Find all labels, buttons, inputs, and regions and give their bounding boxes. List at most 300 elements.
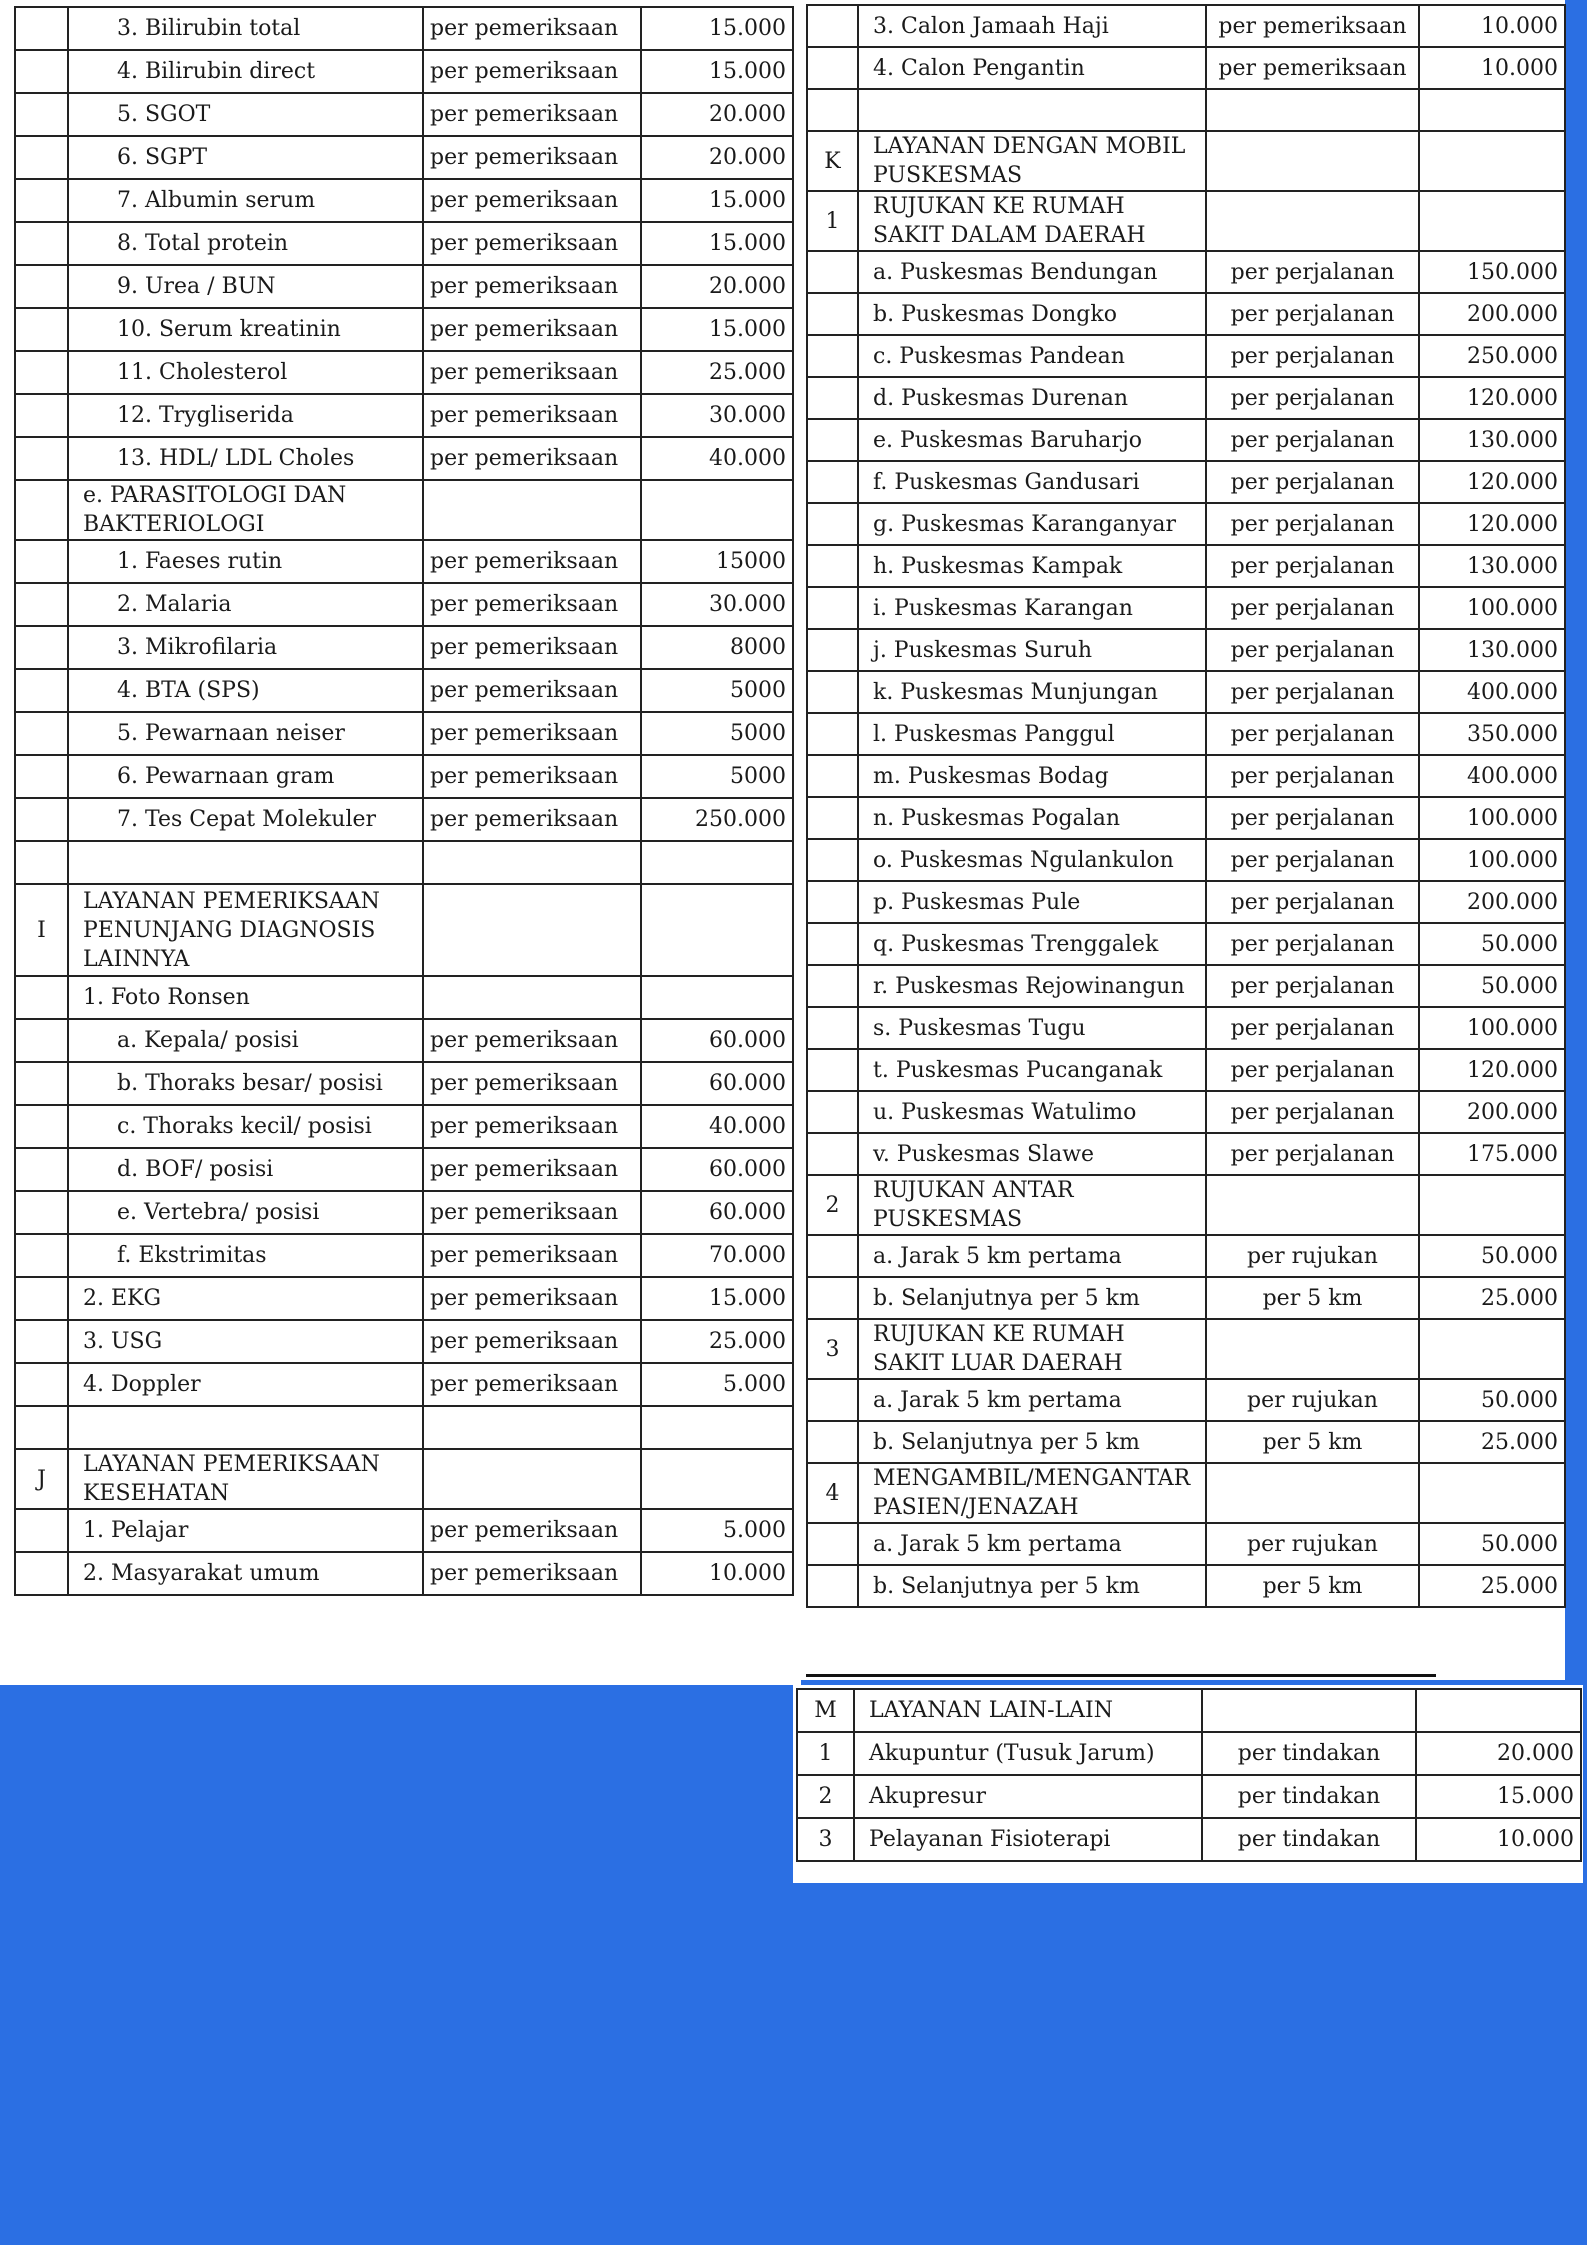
service-name: RUJUKAN KE RUMAH SAKIT DALAM DAERAH: [858, 191, 1206, 251]
price-value: 30.000: [641, 394, 793, 437]
tariff-table-right: [806, 4, 1566, 1608]
table-row: [807, 5, 1565, 47]
unit-label: per pemeriksaan: [423, 669, 641, 712]
table-row: [807, 839, 1565, 881]
unit-label: per pemeriksaan: [423, 1320, 641, 1363]
service-name: 7. Albumin serum: [68, 179, 423, 222]
row-index: [15, 712, 68, 755]
unit-label: per pemeriksaan: [423, 7, 641, 50]
row-index: [807, 881, 858, 923]
table-row: [15, 136, 793, 179]
table-row: [807, 293, 1565, 335]
row-index: [807, 377, 858, 419]
row-index: [15, 1363, 68, 1406]
unit-label: per pemeriksaan: [423, 308, 641, 351]
table-row: [15, 1277, 793, 1320]
service-name: 9. Urea / BUN: [68, 265, 423, 308]
unit-label: per perjalanan: [1206, 797, 1419, 839]
section-header-row: [807, 131, 1565, 191]
service-name: t. Puskesmas Pucanganak: [858, 1049, 1206, 1091]
unit-label: per pemeriksaan: [423, 1105, 641, 1148]
row-index: [807, 335, 858, 377]
unit-label: per pemeriksaan: [423, 136, 641, 179]
price-value: [1419, 131, 1565, 191]
price-value: [641, 1449, 793, 1509]
price-value: 400.000: [1419, 755, 1565, 797]
price-value: 60.000: [641, 1191, 793, 1234]
unit-label: per perjalanan: [1206, 713, 1419, 755]
row-index: [15, 308, 68, 351]
price-value: 30.000: [641, 583, 793, 626]
service-name: 4. Doppler: [68, 1363, 423, 1406]
unit-label: [423, 884, 641, 976]
table-row: [15, 437, 793, 480]
tariff-table-left: [14, 6, 794, 1596]
service-name: Akupuntur (Tusuk Jarum): [854, 1732, 1202, 1775]
row-index: [807, 1277, 858, 1319]
price-value: 25.000: [1419, 1421, 1565, 1463]
price-value: 100.000: [1419, 1007, 1565, 1049]
price-value: 5000: [641, 755, 793, 798]
service-name: v. Puskesmas Slawe: [858, 1133, 1206, 1175]
row-index: [15, 583, 68, 626]
row-index: [807, 965, 858, 1007]
scan-artifact-line: [806, 1674, 1436, 1681]
row-index: [15, 136, 68, 179]
unit-label: per perjalanan: [1206, 419, 1419, 461]
row-index: [15, 394, 68, 437]
table-row: [807, 47, 1565, 89]
unit-label: per pemeriksaan: [423, 394, 641, 437]
price-value: 120.000: [1419, 461, 1565, 503]
row-index: [807, 587, 858, 629]
service-name: a. Puskesmas Bendungan: [858, 251, 1206, 293]
row-index: [807, 1049, 858, 1091]
table-row: [15, 712, 793, 755]
row-index: [15, 93, 68, 136]
unit-label: per tindakan: [1202, 1818, 1416, 1861]
service-name: b. Selanjutnya per 5 km: [858, 1565, 1206, 1607]
table-row: [807, 1133, 1565, 1175]
unit-label: per perjalanan: [1206, 839, 1419, 881]
service-name: 11. Cholesterol: [68, 351, 423, 394]
service-name: 2. Masyarakat umum: [68, 1552, 423, 1595]
table-row: [807, 671, 1565, 713]
price-value: 10.000: [641, 1552, 793, 1595]
price-value: 40.000: [641, 1105, 793, 1148]
table-row: [15, 798, 793, 841]
price-value: 250.000: [1419, 335, 1565, 377]
row-index: [15, 798, 68, 841]
row-index: [15, 480, 68, 540]
unit-label: per pemeriksaan: [423, 1552, 641, 1595]
unit-label: per rujukan: [1206, 1235, 1419, 1277]
blank-row: [15, 841, 793, 884]
table-row: [807, 587, 1565, 629]
service-name: 3. Bilirubin total: [68, 7, 423, 50]
table-row: [15, 50, 793, 93]
table-row: [797, 1818, 1581, 1861]
service-name: 3. Calon Jamaah Haji: [858, 5, 1206, 47]
service-name: 4. BTA (SPS): [68, 669, 423, 712]
row-index: [807, 1133, 858, 1175]
service-name: MENGAMBIL/MENGANTAR PASIEN/JENAZAH: [858, 1463, 1206, 1523]
service-name: 5. SGOT: [68, 93, 423, 136]
table-row: [797, 1732, 1581, 1775]
price-value: 250.000: [641, 798, 793, 841]
row-index: 1: [807, 191, 858, 251]
service-name: d. Puskesmas Durenan: [858, 377, 1206, 419]
row-index: 3: [797, 1818, 854, 1861]
service-name: [68, 841, 423, 884]
unit-label: per perjalanan: [1206, 1091, 1419, 1133]
row-index: M: [797, 1689, 854, 1732]
section-header-row: [807, 1175, 1565, 1235]
table-row: [807, 1565, 1565, 1607]
table-row: [807, 377, 1565, 419]
unit-label: per pemeriksaan: [423, 93, 641, 136]
unit-label: [423, 1406, 641, 1449]
price-value: [641, 884, 793, 976]
price-value: 60.000: [641, 1019, 793, 1062]
section-header-row: [15, 884, 793, 976]
price-value: 15.000: [641, 50, 793, 93]
price-value: [1419, 89, 1565, 131]
table-row: [807, 881, 1565, 923]
service-name: e. Puskesmas Baruharjo: [858, 419, 1206, 461]
row-index: [807, 251, 858, 293]
unit-label: per pemeriksaan: [423, 1234, 641, 1277]
row-index: [807, 671, 858, 713]
price-value: [1419, 1319, 1565, 1379]
unit-label: per perjalanan: [1206, 251, 1419, 293]
table-row: [807, 1421, 1565, 1463]
service-name: i. Puskesmas Karangan: [858, 587, 1206, 629]
row-index: K: [807, 131, 858, 191]
unit-label: per perjalanan: [1206, 671, 1419, 713]
row-index: [807, 1007, 858, 1049]
service-name: 1. Foto Ronsen: [68, 976, 423, 1019]
unit-label: per pemeriksaan: [423, 583, 641, 626]
unit-label: per pemeriksaan: [423, 540, 641, 583]
table-row: [15, 583, 793, 626]
service-name: c. Puskesmas Pandean: [858, 335, 1206, 377]
row-index: [807, 89, 858, 131]
price-value: 5000: [641, 669, 793, 712]
unit-label: [1206, 1175, 1419, 1235]
table-row: [15, 976, 793, 1019]
table-row: [807, 545, 1565, 587]
unit-label: [1206, 1463, 1419, 1523]
price-value: 50.000: [1419, 1523, 1565, 1565]
section-header-row: [15, 480, 793, 540]
row-index: [15, 1062, 68, 1105]
row-index: [15, 50, 68, 93]
price-value: 20.000: [641, 93, 793, 136]
row-index: [15, 1320, 68, 1363]
row-index: [15, 7, 68, 50]
row-index: [807, 797, 858, 839]
table-row: [807, 335, 1565, 377]
price-value: 130.000: [1419, 545, 1565, 587]
price-value: 50.000: [1419, 965, 1565, 1007]
row-index: [15, 179, 68, 222]
table-row: [15, 1148, 793, 1191]
price-value: 15.000: [641, 179, 793, 222]
price-value: 130.000: [1419, 419, 1565, 461]
price-value: 25.000: [1419, 1565, 1565, 1607]
price-value: 10.000: [1419, 47, 1565, 89]
table-row: [15, 351, 793, 394]
price-value: 50.000: [1419, 1235, 1565, 1277]
service-name: b. Selanjutnya per 5 km: [858, 1421, 1206, 1463]
unit-label: per perjalanan: [1206, 755, 1419, 797]
row-index: I: [15, 884, 68, 976]
unit-label: per pemeriksaan: [423, 437, 641, 480]
service-name: 2. Malaria: [68, 583, 423, 626]
unit-label: per pemeriksaan: [423, 1148, 641, 1191]
table-row: [15, 394, 793, 437]
service-name: e. PARASITOLOGI DAN BAKTERIOLOGI: [68, 480, 423, 540]
row-index: [807, 923, 858, 965]
price-value: 5.000: [641, 1509, 793, 1552]
row-index: [15, 1019, 68, 1062]
price-value: [1419, 1175, 1565, 1235]
unit-label: per perjalanan: [1206, 1007, 1419, 1049]
unit-label: per pemeriksaan: [423, 1191, 641, 1234]
unit-label: per perjalanan: [1206, 503, 1419, 545]
price-value: 130.000: [1419, 629, 1565, 671]
price-value: 60.000: [641, 1062, 793, 1105]
price-value: 10.000: [1419, 5, 1565, 47]
price-value: 15.000: [641, 7, 793, 50]
section-header-row: [807, 1319, 1565, 1379]
unit-label: per pemeriksaan: [423, 1062, 641, 1105]
price-value: 175.000: [1419, 1133, 1565, 1175]
price-value: 200.000: [1419, 293, 1565, 335]
unit-label: [1206, 1319, 1419, 1379]
section-header-row: [807, 1463, 1565, 1523]
unit-label: per pemeriksaan: [423, 1019, 641, 1062]
price-value: [1419, 191, 1565, 251]
row-index: [807, 545, 858, 587]
service-name: 1. Faeses rutin: [68, 540, 423, 583]
price-value: 400.000: [1419, 671, 1565, 713]
row-index: [15, 1277, 68, 1320]
price-value: 20.000: [1416, 1732, 1581, 1775]
service-name: RUJUKAN ANTAR PUSKESMAS: [858, 1175, 1206, 1235]
service-name: 3. Mikrofilaria: [68, 626, 423, 669]
price-value: 120.000: [1419, 1049, 1565, 1091]
table-row: [15, 7, 793, 50]
service-name: Akupresur: [854, 1775, 1202, 1818]
service-name: l. Puskesmas Panggul: [858, 713, 1206, 755]
price-value: [641, 841, 793, 884]
row-index: [807, 1523, 858, 1565]
table-row: [807, 503, 1565, 545]
unit-label: per perjalanan: [1206, 587, 1419, 629]
service-name: f. Puskesmas Gandusari: [858, 461, 1206, 503]
unit-label: per perjalanan: [1206, 545, 1419, 587]
table-row: [807, 251, 1565, 293]
service-name: h. Puskesmas Kampak: [858, 545, 1206, 587]
unit-label: per pemeriksaan: [423, 179, 641, 222]
price-value: 15.000: [1416, 1775, 1581, 1818]
price-value: 5000: [641, 712, 793, 755]
row-index: [15, 1509, 68, 1552]
price-value: 100.000: [1419, 797, 1565, 839]
price-value: 15.000: [641, 308, 793, 351]
service-name: 8. Total protein: [68, 222, 423, 265]
service-name: 6. Pewarnaan gram: [68, 755, 423, 798]
unit-label: per pemeriksaan: [423, 50, 641, 93]
table-row: [807, 755, 1565, 797]
unit-label: per perjalanan: [1206, 881, 1419, 923]
unit-label: per rujukan: [1206, 1379, 1419, 1421]
price-value: 100.000: [1419, 839, 1565, 881]
row-index: [15, 1105, 68, 1148]
unit-label: per rujukan: [1206, 1523, 1419, 1565]
price-value: 10.000: [1416, 1818, 1581, 1861]
table-row: [15, 626, 793, 669]
price-value: 70.000: [641, 1234, 793, 1277]
table-row: [15, 222, 793, 265]
table-row: [15, 93, 793, 136]
service-name: 4. Calon Pengantin: [858, 47, 1206, 89]
table-row: [807, 713, 1565, 755]
table-row: [15, 540, 793, 583]
price-value: 40.000: [641, 437, 793, 480]
table-row: [797, 1775, 1581, 1818]
service-name: e. Vertebra/ posisi: [68, 1191, 423, 1234]
unit-label: per perjalanan: [1206, 923, 1419, 965]
unit-label: [423, 841, 641, 884]
table-row: [807, 1379, 1565, 1421]
unit-label: [1206, 191, 1419, 251]
unit-label: per pemeriksaan: [1206, 47, 1419, 89]
row-index: [807, 839, 858, 881]
unit-label: [1206, 131, 1419, 191]
price-value: [641, 480, 793, 540]
row-index: 4: [807, 1463, 858, 1523]
unit-label: per pemeriksaan: [423, 798, 641, 841]
row-index: [807, 5, 858, 47]
unit-label: [1202, 1689, 1416, 1732]
price-value: 120.000: [1419, 503, 1565, 545]
row-index: [15, 351, 68, 394]
row-index: J: [15, 1449, 68, 1509]
table-row: [15, 1363, 793, 1406]
price-value: [641, 1406, 793, 1449]
service-name: p. Puskesmas Pule: [858, 881, 1206, 923]
service-name: 7. Tes Cepat Molekuler: [68, 798, 423, 841]
service-name: n. Puskesmas Pogalan: [858, 797, 1206, 839]
service-name: LAYANAN DENGAN MOBIL PUSKESMAS: [858, 131, 1206, 191]
service-name: c. Thoraks kecil/ posisi: [68, 1105, 423, 1148]
service-name: 5. Pewarnaan neiser: [68, 712, 423, 755]
price-value: 350.000: [1419, 713, 1565, 755]
service-name: 6. SGPT: [68, 136, 423, 179]
table-row: [807, 419, 1565, 461]
unit-label: per pemeriksaan: [423, 1509, 641, 1552]
row-index: [15, 437, 68, 480]
unit-label: per 5 km: [1206, 1421, 1419, 1463]
price-value: 50.000: [1419, 923, 1565, 965]
unit-label: per pemeriksaan: [423, 351, 641, 394]
service-name: LAYANAN PEMERIKSAAN PENUNJANG DIAGNOSIS LAINNYA: [68, 884, 423, 976]
row-index: [15, 669, 68, 712]
service-name: q. Puskesmas Trenggalek: [858, 923, 1206, 965]
table-row: [15, 755, 793, 798]
unit-label: per pemeriksaan: [423, 1363, 641, 1406]
row-index: [15, 1191, 68, 1234]
row-index: [15, 755, 68, 798]
price-value: 50.000: [1419, 1379, 1565, 1421]
service-name: 10. Serum kreatinin: [68, 308, 423, 351]
service-name: Pelayanan Fisioterapi: [854, 1818, 1202, 1861]
unit-label: per perjalanan: [1206, 335, 1419, 377]
row-index: [15, 265, 68, 308]
price-value: 5.000: [641, 1363, 793, 1406]
price-value: [1416, 1689, 1581, 1732]
price-value: 20.000: [641, 136, 793, 179]
table-row: [807, 965, 1565, 1007]
service-name: f. Ekstrimitas: [68, 1234, 423, 1277]
row-index: [15, 976, 68, 1019]
price-value: 25.000: [641, 1320, 793, 1363]
table-row: [15, 1320, 793, 1363]
table-row: [807, 1235, 1565, 1277]
service-name: j. Puskesmas Suruh: [858, 629, 1206, 671]
service-name: 2. EKG: [68, 1277, 423, 1320]
service-name: 13. HDL/ LDL Choles: [68, 437, 423, 480]
price-value: [641, 976, 793, 1019]
service-name: b. Thoraks besar/ posisi: [68, 1062, 423, 1105]
tariff-table-other-services: [796, 1688, 1582, 1862]
price-value: 25.000: [641, 351, 793, 394]
service-name: a. Jarak 5 km pertama: [858, 1523, 1206, 1565]
table-row: [15, 1019, 793, 1062]
price-value: 200.000: [1419, 881, 1565, 923]
table-row: [15, 308, 793, 351]
table-row: [807, 1277, 1565, 1319]
service-name: 4. Bilirubin direct: [68, 50, 423, 93]
unit-label: per perjalanan: [1206, 629, 1419, 671]
unit-label: per perjalanan: [1206, 461, 1419, 503]
table-row: [15, 1105, 793, 1148]
unit-label: per 5 km: [1206, 1277, 1419, 1319]
table-row: [15, 1062, 793, 1105]
row-index: [807, 755, 858, 797]
price-value: 100.000: [1419, 587, 1565, 629]
price-value: 15.000: [641, 1277, 793, 1320]
service-name: 1. Pelajar: [68, 1509, 423, 1552]
unit-label: per pemeriksaan: [423, 712, 641, 755]
service-name: 12. Trygliserida: [68, 394, 423, 437]
service-name: a. Jarak 5 km pertama: [858, 1235, 1206, 1277]
row-index: [15, 1406, 68, 1449]
table-row: [807, 797, 1565, 839]
row-index: [807, 293, 858, 335]
row-index: [15, 1148, 68, 1191]
service-name: k. Puskesmas Munjungan: [858, 671, 1206, 713]
price-value: 8000: [641, 626, 793, 669]
row-index: 3: [807, 1319, 858, 1379]
price-value: 150.000: [1419, 251, 1565, 293]
blank-row: [15, 1406, 793, 1449]
price-value: 15.000: [641, 222, 793, 265]
section-header-row: [807, 191, 1565, 251]
